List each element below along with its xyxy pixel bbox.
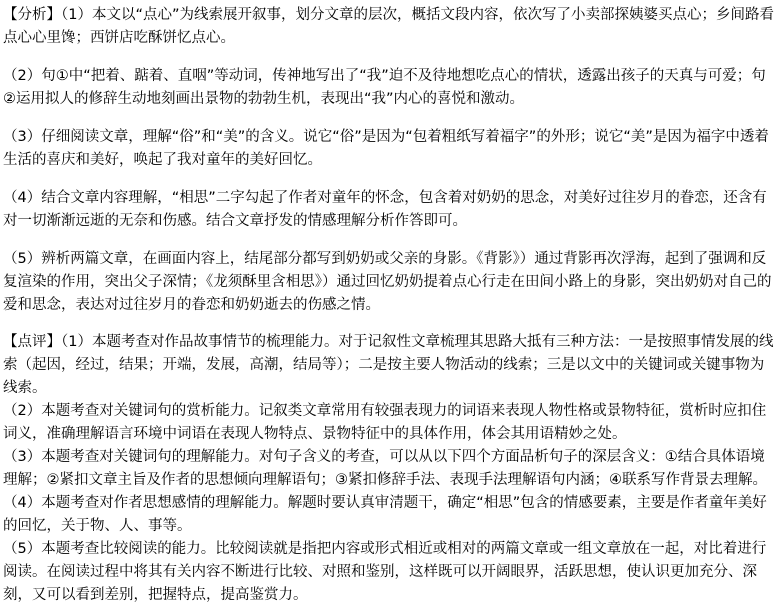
comment-text-1: （1）本题考查对作品故事情节的梳理能力。对于记叙性文章梳理其思路大抵有三种方法：一是按照事情发展的线索（起因，经过，结果；开端，发展，高潮，结局等）；二是按主要人物活动的线索；三是以文中的关键词或关键事物为线索。 bbox=[3, 334, 774, 396]
analysis-paragraph-4: （4）结合文章内容理解，“相思”二字勾起了作者对童年的怀念，包含着对奶奶的思念，对美好过往岁月的眷恋，还含有对一切渐渐远逝的无奈和伤感。结合文章抒发的情感理解分析作答即可。 bbox=[3, 190, 767, 229]
comment-paragraph-3: （3）本题考查对关键词句的理解能力。对句子含义的考查，可以从以下四个方面品析句子的深层含义：①结合具体语境理解；②紧扣文章主旨及作者的思想倾向理解语句；③紧扣修辞手法、表现手法理解语句内涵；④联系写作背景去理解。 bbox=[3, 449, 767, 488]
analysis-paragraph-3: （3）仔细阅读文章，理解“俗”和“美”的含义。说它“俗”是因为“包着粗纸写着福字”的外形；说它“美”是因为福字中透着生活的喜庆和美好，唤起了我对童年的美好回忆。 bbox=[3, 129, 769, 168]
comment-paragraph-4: （4）本题考查对作者思想感情的理解能力。解题时要认真审清题干，确定“相思”包含的情感要素，主要是作者童年美好的回忆，关于物、人、事等。 bbox=[3, 495, 767, 534]
comment-paragraph-5: （5）本题考查比较阅读的能力。比较阅读就是指把内容或形式相近或相对的两篇文章或一组文章放在一起，对比着进行阅读。在阅读过程中将其有关内容不断进行比较、对照和鉴别，这样既可以开阔眼界，活跃思想，使认识更加充分、深刻，又可以看到差别，把握特点，提高鉴赏力。 bbox=[3, 541, 767, 603]
comment-paragraph-1 bbox=[3, 331, 777, 400]
analysis-tag: 【分析】 bbox=[3, 7, 61, 23]
comment-paragraph-2: （2）本题考查对关键词句的赏析能力。记叙类文章常用有较强表现力的词语来表现人物性格或景物特征，赏析时应扣住词义，准确理解语言环境中词语在表现人物特点、景物特征中的具体作用，体会其用语精妙之处。 bbox=[3, 403, 767, 442]
analysis-paragraph-5: （5）辨析两篇文章，在画面内容上，结尾部分都写到奶奶或父亲的身影。《背影》）通过背影再次浮海，起到了强调和反复渲染的作用，突出父子深情；《龙须酥里含相思》）通过回忆奶奶提着点心行走在田间小路上的身影，突出奶奶对自己的爱和思念，表达对过往岁月的眷恋和奶奶逝去的伤感之情。 bbox=[3, 251, 772, 313]
analysis-text-1: （1）本文以“点心”为线索展开叙事，划分文章的层次，概括文段内容，依次写了小卖部探姨婆买点心；乡间路看点心心里馋；西饼店吃酥饼忆点心。 bbox=[3, 7, 774, 46]
analysis-paragraph-1 bbox=[3, 4, 777, 50]
analysis-paragraph-2: （2）句①中“把着、踮着、直咽”等动词，传神地写出了“我”迫不及待地想吃点心的情状，透露出孩子的天真与可爱；句②运用拟人的修辞生动地刻画出景物的勃勃生机，表现出“我”内心的喜悦和激动。 bbox=[3, 68, 766, 107]
comment-tag: 【点评】 bbox=[3, 334, 61, 350]
